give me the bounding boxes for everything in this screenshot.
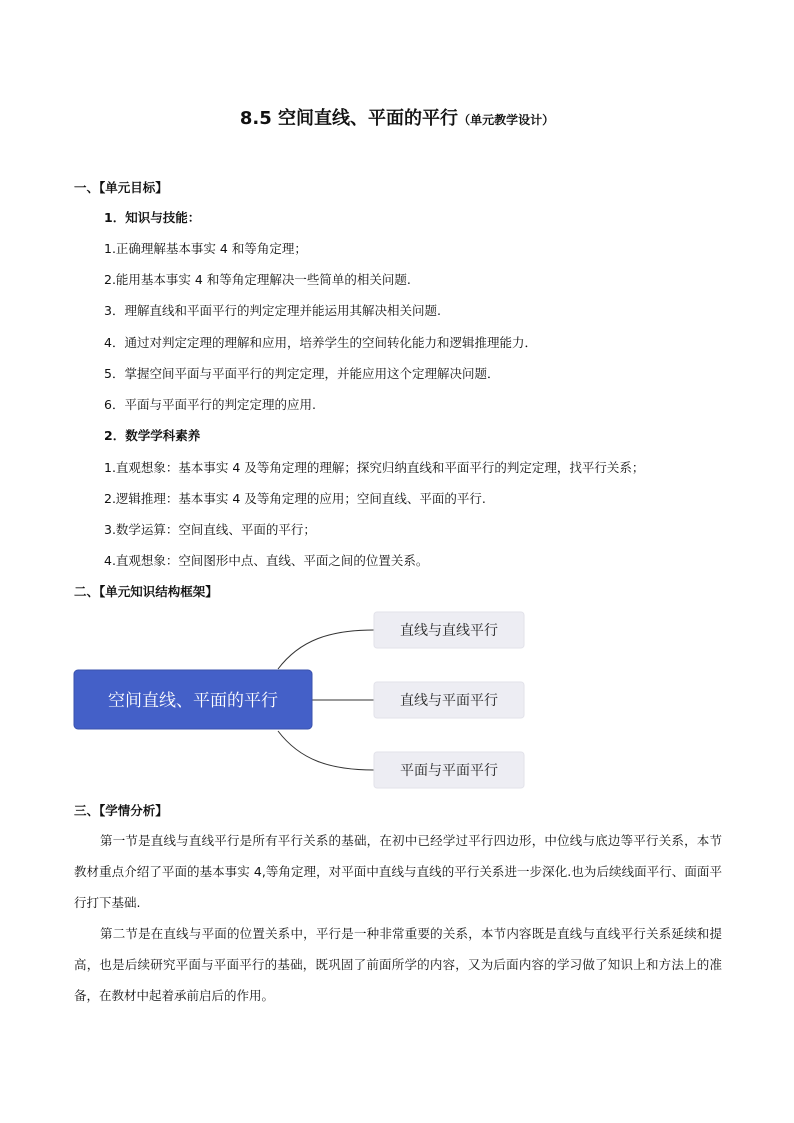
subheading-knowledge: 1．知识与技能：	[104, 210, 201, 225]
knowledge-item: 5．掌握空间平面与平面平行的判定定理，并能应用这个定理解决问题．	[104, 366, 500, 381]
mindmap-child-label: 平面与平面平行	[400, 763, 498, 779]
literacy-item: 1.直观想象：基本事实 4 及等角定理的理解；探究归纳直线和平面平行的判定定理，找平行关系；	[104, 460, 645, 475]
knowledge-item: 1.正确理解基本事实 4 和等角定理；	[104, 241, 307, 256]
knowledge-item: 4．通过对判定定理的理解和应用，培养学生的空间转化能力和逻辑推理能力．	[104, 335, 537, 350]
literacy-item: 3.数学运算：空间直线、平面的平行；	[104, 522, 316, 537]
document-title	[0, 104, 794, 130]
analysis-paragraph: 第二节是在直线与平面的位置关系中，平行是一种非常重要的关系，本节内容既是直线与直线平行关系延续和提高，也是后续研究平面与平面平行的基础，既巩固了前面所学的内容，又为后面内容的学习做了知识上和方法上的准备，在教材中起着承前启后的作用。	[74, 926, 722, 1003]
knowledge-item: 6．平面与平面平行的判定定理的应用.	[104, 397, 316, 412]
analysis-paragraph: 第一节是直线与直线平行是所有平行关系的基础，在初中已经学过平行四边形，中位线与底边等平行关系，本节教材重点介绍了平面的基本事实 4,等角定理，对平面中直线与直线的平行关系进一步深化.也为后续线面平行、面面平行打下基础.	[74, 833, 722, 910]
section-heading-goals: 一、【单元目标】	[74, 180, 168, 195]
mindmap-connector	[278, 630, 374, 669]
mindmap-child-label: 直线与直线平行	[400, 623, 498, 639]
mindmap-root-label: 空间直线、平面的平行	[108, 691, 278, 711]
title-subtitle: （单元教学设计）	[458, 113, 555, 127]
title-main: 8.5 空间直线、平面的平行	[239, 108, 459, 129]
mindmap-connector	[278, 731, 374, 770]
subheading-literacy: 2．数学学科素养	[104, 428, 201, 443]
knowledge-item: 3．理解直线和平面平行的判定定理并能运用其解决相关问题.	[104, 303, 441, 318]
section-heading-analysis: 三、【学情分析】	[74, 803, 168, 818]
mindmap-child-label: 直线与平面平行	[400, 693, 498, 709]
literacy-item: 4.直观想象：空间图形中点、直线、平面之间的位置关系。	[104, 553, 429, 568]
knowledge-item: 2.能用基本事实 4 和等角定理解决一些简单的相关问题.	[104, 272, 411, 287]
literacy-item: 2.逻辑推理：基本事实 4 及等角定理的应用；空间直线、平面的平行.	[104, 491, 486, 506]
section-heading-framework: 二、【单元知识结构框架】	[74, 584, 218, 599]
knowledge-mindmap	[0, 600, 794, 800]
